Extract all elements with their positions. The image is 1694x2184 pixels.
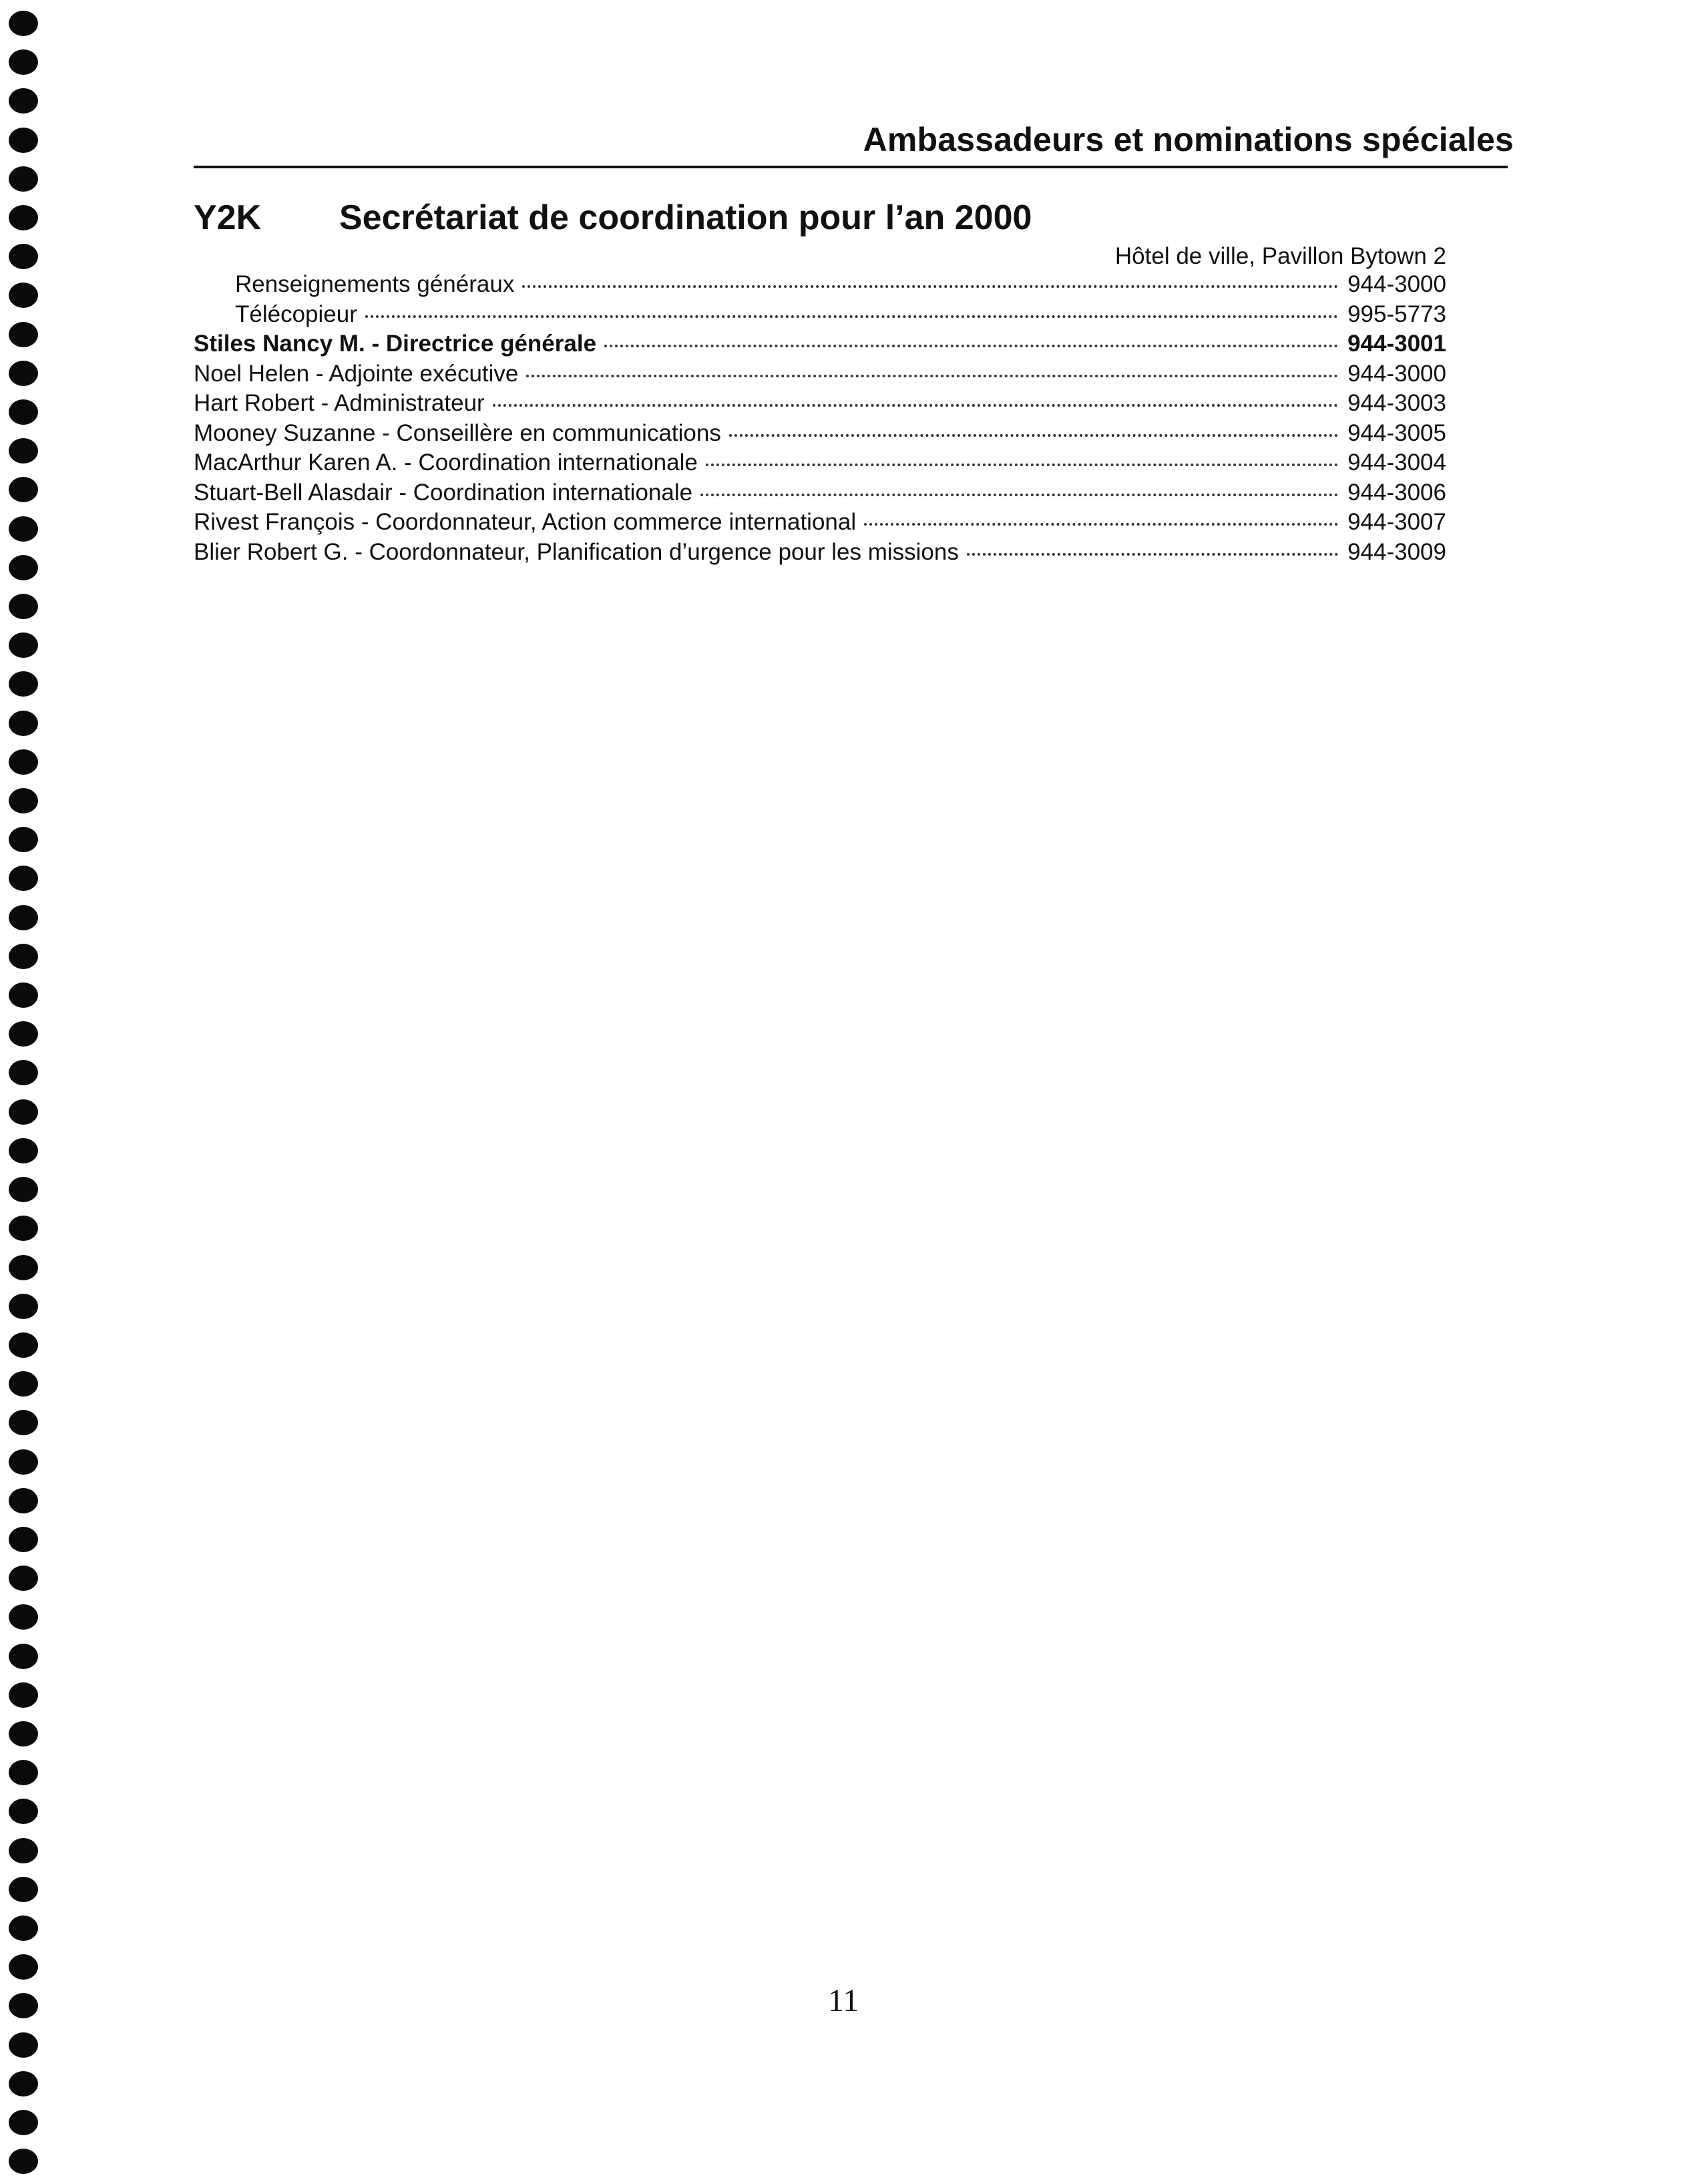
directory-entry <box>194 301 1446 331</box>
binding-hole <box>9 1682 38 1708</box>
section-address: Hôtel de ville, Pavillon Bytown 2 <box>1114 243 1446 269</box>
entry-name: Stuart-Bell Alasdair - Coordination internationale <box>194 479 693 506</box>
dot-leader <box>706 464 1338 466</box>
entry-name: Hart Robert - Administrateur <box>194 390 485 416</box>
binding-hole <box>9 1099 38 1125</box>
section-code: Y2K <box>194 198 262 237</box>
binding-hole <box>9 477 38 502</box>
directory-entry <box>194 480 1446 510</box>
entry-phone: 944-3004 <box>1347 449 1446 476</box>
binding-hole <box>9 2071 38 2097</box>
dot-leader <box>967 553 1338 556</box>
binding-hole <box>9 361 38 386</box>
entry-phone: 944-3000 <box>1347 360 1446 387</box>
entry-phone: 944-3001 <box>1347 331 1446 357</box>
binding-hole <box>9 711 38 736</box>
binding-hole <box>9 2032 38 2058</box>
binding-hole <box>9 1021 38 1047</box>
page-header-title: Ambassadeurs et nominations spéciales <box>863 121 1514 158</box>
binding-hole <box>9 1760 38 1785</box>
directory-entry <box>194 390 1446 420</box>
binding-hole <box>9 322 38 347</box>
entry-name: Renseignements généraux <box>235 271 515 297</box>
binding-hole <box>9 2149 38 2174</box>
binding-hole <box>9 166 38 192</box>
binding-hole <box>9 244 38 269</box>
binding-hole <box>9 1799 38 1824</box>
binding-hole <box>9 1604 38 1630</box>
binding-hole <box>9 438 38 464</box>
entry-name: Noel Helen - Adjointe exécutive <box>194 360 519 387</box>
binding-hole <box>9 1371 38 1397</box>
entry-name: MacArthur Karen A. - Coordination internationale <box>194 449 698 476</box>
binding-hole <box>9 749 38 775</box>
binding-hole <box>9 866 38 891</box>
section-title: Secrétariat de coordination pour l’an 2000 <box>339 198 1032 237</box>
binding-hole <box>9 1255 38 1280</box>
directory-entry <box>194 331 1446 361</box>
entry-phone: 944-3007 <box>1347 509 1446 535</box>
entry-phone: 944-3003 <box>1347 390 1446 416</box>
binding-hole <box>9 1877 38 1902</box>
binding-hole <box>9 1644 38 1669</box>
entry-phone: 944-3009 <box>1347 538 1446 565</box>
binding-hole <box>9 827 38 852</box>
directory-entry <box>194 361 1446 391</box>
binding-hole <box>9 671 38 697</box>
binding-hole <box>9 632 38 658</box>
binding-hole <box>9 1294 38 1319</box>
directory-entry <box>194 271 1446 301</box>
binding-hole <box>9 1138 38 1163</box>
page-number: 11 <box>828 1983 859 2018</box>
header-rule <box>194 166 1508 168</box>
entry-phone: 944-3000 <box>1347 271 1446 297</box>
binding-hole <box>9 1177 38 1202</box>
binding-hole <box>9 283 38 308</box>
directory-entry <box>194 539 1446 569</box>
binding-hole <box>9 1488 38 1513</box>
binding-hole <box>9 399 38 425</box>
binding-hole <box>9 49 38 75</box>
dot-leader <box>522 285 1338 288</box>
binding-hole <box>9 944 38 969</box>
section-heading <box>194 198 1032 238</box>
binding-hole <box>9 1916 38 1941</box>
directory-list <box>194 271 1446 568</box>
binding-hole <box>9 128 38 153</box>
dot-leader <box>864 523 1338 526</box>
entry-name: Stiles Nancy M. - Directrice générale <box>194 331 597 357</box>
binding-hole <box>9 88 38 114</box>
entry-phone: 944-3005 <box>1347 419 1446 446</box>
dot-leader <box>365 315 1338 318</box>
binding-hole <box>9 1449 38 1475</box>
binding-hole <box>9 11 38 36</box>
directory-entry <box>194 449 1446 480</box>
directory-entry <box>194 509 1446 539</box>
dot-leader <box>526 375 1338 377</box>
dot-leader <box>700 494 1338 496</box>
binding-hole <box>9 1060 38 1085</box>
binding-hole <box>9 1954 38 1980</box>
binding-hole <box>9 788 38 813</box>
binding-hole <box>9 1838 38 1863</box>
binding-holes <box>7 11 40 2175</box>
directory-entry <box>194 420 1446 450</box>
binding-hole <box>9 2110 38 2135</box>
entry-name: Rivest François - Coordonnateur, Action commerce international <box>194 509 857 535</box>
binding-hole <box>9 1216 38 1241</box>
binding-hole <box>9 1566 38 1591</box>
entry-name: Mooney Suzanne - Conseillère en communications <box>194 419 721 446</box>
entry-name: Télécopieur <box>235 301 357 327</box>
binding-hole <box>9 205 38 230</box>
binding-hole <box>9 1993 38 2018</box>
binding-hole <box>9 982 38 1008</box>
binding-hole <box>9 516 38 542</box>
binding-hole <box>9 905 38 930</box>
entry-phone: 995-5773 <box>1347 301 1446 327</box>
binding-hole <box>9 594 38 619</box>
entry-phone: 944-3006 <box>1347 479 1446 506</box>
binding-hole <box>9 1527 38 1552</box>
entry-name: Blier Robert G. - Coordonnateur, Planification d’urgence pour les missions <box>194 538 959 565</box>
binding-hole <box>9 1721 38 1747</box>
dot-leader <box>729 434 1338 437</box>
binding-hole <box>9 555 38 580</box>
binding-hole <box>9 1332 38 1358</box>
dot-leader <box>493 404 1338 407</box>
binding-hole <box>9 1410 38 1435</box>
dot-leader <box>604 345 1338 347</box>
